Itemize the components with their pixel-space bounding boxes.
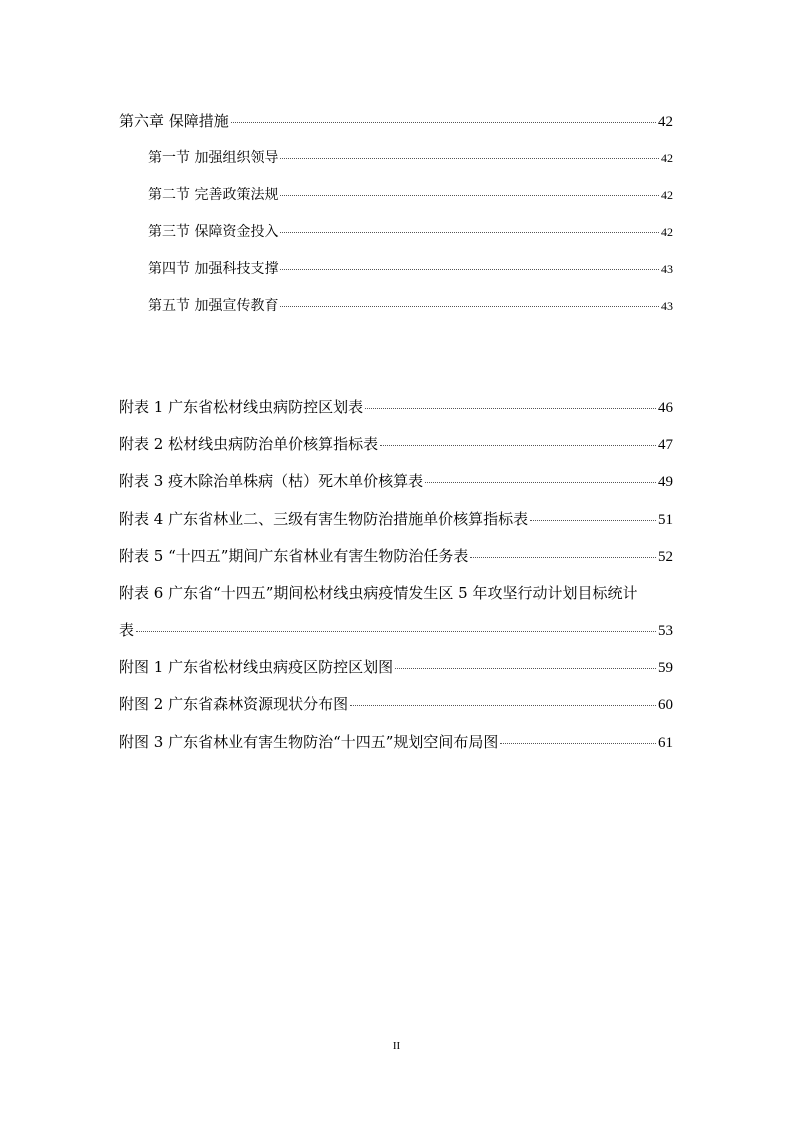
toc-entry-appendix-table-4[interactable]: [119, 512, 673, 528]
dot-leader: [280, 195, 659, 196]
toc-entry-title: 附表 1 广东省松材线虫病防控区划表: [119, 398, 364, 416]
dot-leader: [395, 668, 656, 669]
toc-entry-title: 第二节 完善政策法规: [148, 187, 279, 203]
dot-leader: [280, 232, 659, 233]
toc-entry-appendix-table-6-line-2[interactable]: [119, 623, 673, 639]
toc-entry-title: 第三节 保障资金投入: [148, 224, 279, 240]
toc-entry-page: 42: [658, 114, 673, 130]
toc-entry-page: 42: [661, 151, 673, 165]
toc-entry-page: 42: [661, 225, 673, 239]
dot-leader: [280, 306, 659, 307]
toc-entry-appendix-table-2[interactable]: [119, 437, 673, 453]
toc-entry-section-2[interactable]: [148, 188, 673, 202]
toc-entry-title: 附图 2 广东省森林资源现状分布图: [119, 695, 349, 713]
dot-leader: [530, 520, 656, 521]
toc-entry-appendix-table-1[interactable]: [119, 400, 673, 416]
toc-entry-title: 第四节 加强科技支撑: [148, 261, 279, 277]
dot-leader: [231, 122, 656, 123]
dot-leader: [500, 743, 656, 744]
toc-entry-title: 附表 6 广东省“十四五”期间松材线虫病疫情发生区 5 年攻坚行动计划目标统计: [119, 584, 638, 602]
toc-entry-appendix-figure-3[interactable]: [119, 735, 673, 751]
dot-leader: [470, 557, 656, 558]
toc-entry-title: 附表 5 “十四五”期间广东省林业有害生物防治任务表: [119, 547, 469, 565]
toc-entry-title: 附图 3 广东省林业有害生物防治“十四五”规划空间布局图: [119, 733, 499, 751]
toc-entry-page: 51: [658, 512, 673, 528]
toc-entry-page: 43: [661, 299, 673, 313]
toc-entry-title: 附表 4 广东省林业二、三级有害生物防治措施单价核算指标表: [119, 510, 529, 528]
toc-entry-appendix-figure-2[interactable]: [119, 697, 673, 713]
toc-entry-title: 附表 2 松材线虫病防治单价核算指标表: [119, 435, 379, 453]
toc-entry-page: 61: [658, 735, 673, 751]
dot-leader: [280, 269, 659, 270]
toc-entry-appendix-table-6-line-1[interactable]: [119, 586, 673, 601]
toc-entry-title-continued: 表: [119, 621, 135, 639]
toc-entry-page: 60: [658, 697, 673, 713]
dot-leader: [280, 158, 659, 159]
toc-entry-section-5[interactable]: [148, 299, 673, 313]
dot-leader: [350, 705, 656, 706]
toc-entry-section-1[interactable]: [148, 151, 673, 165]
toc-entry-title: 第五节 加强宣传教育: [148, 298, 279, 314]
toc-entry-appendix-table-3[interactable]: [119, 474, 673, 490]
toc-entry-page: 47: [658, 437, 673, 453]
toc-entry-title: 附表 3 疫木除治单株病（枯）死木单价核算表: [119, 472, 424, 490]
toc-entry-section-4[interactable]: [148, 262, 673, 276]
toc-entry-page: 43: [661, 262, 673, 276]
toc-entry-page: 46: [658, 400, 673, 416]
toc-entry-title: 第六章 保障措施: [119, 112, 229, 130]
toc-entry-page: 59: [658, 660, 673, 676]
toc-entry-section-3[interactable]: [148, 225, 673, 239]
toc-entry-title: 附图 1 广东省松材线虫病疫区防控区划图: [119, 658, 394, 676]
toc-entry-page: 52: [658, 549, 673, 565]
dot-leader: [425, 482, 656, 483]
toc-entry-page: 49: [658, 474, 673, 490]
dot-leader: [136, 631, 656, 632]
dot-leader: [365, 408, 656, 409]
toc-entry-appendix-table-5[interactable]: [119, 549, 673, 565]
toc-entry-chapter-6[interactable]: [119, 114, 673, 130]
toc-entry-title: 第一节 加强组织领导: [148, 150, 279, 166]
toc-entry-page: 53: [658, 623, 673, 639]
dot-leader: [380, 445, 656, 446]
toc-entry-appendix-figure-1[interactable]: [119, 660, 673, 676]
toc-entry-page: 42: [661, 188, 673, 202]
page-number: II: [392, 1040, 401, 1052]
